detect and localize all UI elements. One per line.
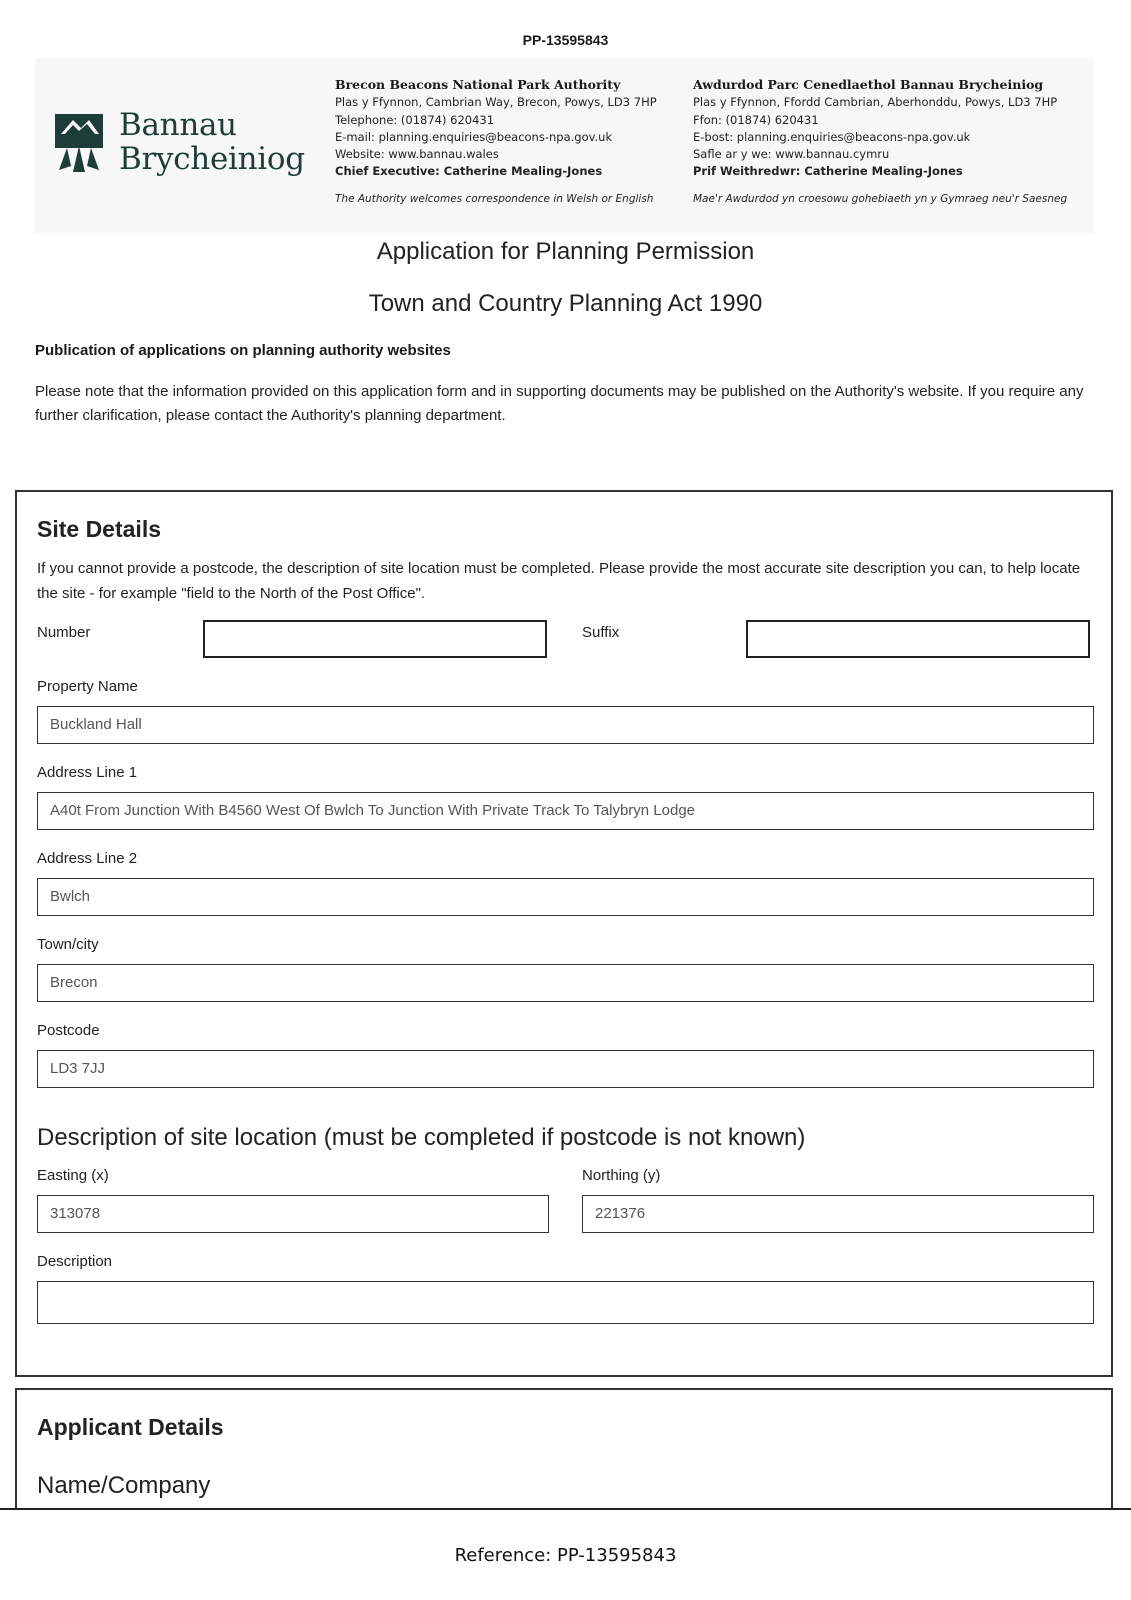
site-details-heading: Site Details xyxy=(37,516,161,542)
easting-label: Easting (x) xyxy=(37,1167,109,1184)
northing-label: Northing (y) xyxy=(582,1167,661,1184)
property-name-label: Property Name xyxy=(37,678,138,695)
org-name-welsh: Awdurdod Parc Cenedlaethol Bannau Brycheiniog xyxy=(693,77,1044,92)
address-line2-field[interactable]: Bwlch xyxy=(37,878,1094,916)
suffix-field[interactable] xyxy=(746,620,1090,658)
address-line1-label: Address Line 1 xyxy=(37,764,138,781)
address-line1-field[interactable]: A40t From Junction With B4560 West Of Bwlch To Junction With Private Track To Talybryn Lodge xyxy=(37,792,1094,830)
website-english: Website: www.bannau.wales xyxy=(335,147,499,162)
easting-field[interactable]: 313078 xyxy=(37,1195,549,1233)
site-details-intro: If you cannot provide a postcode, the description of site location must be completed. Please provide the most accurate site description you can, to help locate the site - for example "field to the North of the Post Office". xyxy=(37,560,1081,602)
address-welsh: Plas y Ffynnon, Ffordd Cambrian, Aberhonddu, Powys, LD3 7HP xyxy=(693,95,1058,110)
address-english: Plas y Ffynnon, Cambrian Way, Brecon, Powys, LD3 7HP xyxy=(335,95,657,110)
website-welsh: Safle ar y we: www.bannau.cymru xyxy=(693,147,890,162)
letterhead-english xyxy=(335,76,685,208)
number-label: Number xyxy=(37,624,91,641)
email-english: E-mail: planning.enquiries@beacons-npa.gov.uk xyxy=(335,129,613,144)
description-field[interactable] xyxy=(37,1281,1094,1324)
town-label: Town/city xyxy=(37,936,99,953)
description-label: Description xyxy=(37,1253,113,1270)
welcome-welsh: Mae'r Awdurdod yn croesowu gohebiaeth yn y Gymraeg neu'r Saesneg xyxy=(693,192,1068,205)
footer-divider xyxy=(0,1508,1131,1510)
postcode-label: Postcode xyxy=(37,1022,100,1039)
phone-welsh: Ffon: (01874) 620431 xyxy=(693,112,819,127)
address-line2-label: Address Line 2 xyxy=(37,850,138,867)
welcome-english: The Authority welcomes correspondence in Welsh or English xyxy=(335,192,654,205)
property-name-field[interactable]: Buckland Hall xyxy=(37,706,1094,744)
postcode-field[interactable]: LD3 7JJ xyxy=(37,1050,1094,1088)
chief-exec-english: Chief Executive: Catherine Mealing-Jones xyxy=(335,164,603,179)
publication-heading: Publication of applications on planning authority websites xyxy=(35,342,451,359)
footer-reference: Reference: PP-13595843 xyxy=(454,1545,677,1566)
suffix-label: Suffix xyxy=(582,624,620,641)
publication-text: Please note that the information provided on this application form and in supporting documents may be published on the Authority's website. If you require any further clarification, please contact the Authority's planning department. xyxy=(35,383,1084,424)
applicant-details-heading: Applicant Details xyxy=(37,1414,224,1440)
town-field[interactable]: Brecon xyxy=(37,964,1094,1002)
org-name-english: Brecon Beacons National Park Authority xyxy=(335,77,621,92)
site-details-section xyxy=(15,490,1113,1377)
authority-logo xyxy=(53,108,313,178)
page-subtitle: Town and Country Planning Act 1990 xyxy=(368,290,763,317)
page-title: Application for Planning Permission xyxy=(376,238,755,265)
phone-english: Telephone: (01874) 620431 xyxy=(335,112,495,127)
northing-field[interactable]: 221376 xyxy=(582,1195,1094,1233)
email-welsh: E-bost: planning.enquiries@beacons-npa.gov.uk xyxy=(693,129,971,144)
letterhead xyxy=(35,58,1094,233)
park-emblem-icon xyxy=(53,112,105,174)
chief-exec-welsh: Prif Weithredwr: Catherine Mealing-Jones xyxy=(693,164,963,179)
site-location-heading: Description of site location (must be completed if postcode is not known) xyxy=(37,1124,806,1151)
number-field[interactable] xyxy=(203,620,547,658)
logo-wordmark: Bannau Brycheiniog xyxy=(119,107,305,177)
letterhead-welsh xyxy=(693,76,1083,208)
applicant-details-section xyxy=(15,1388,1113,1510)
reference-number-top: PP-13595843 xyxy=(522,32,609,48)
name-company-heading: Name/Company xyxy=(37,1472,211,1499)
